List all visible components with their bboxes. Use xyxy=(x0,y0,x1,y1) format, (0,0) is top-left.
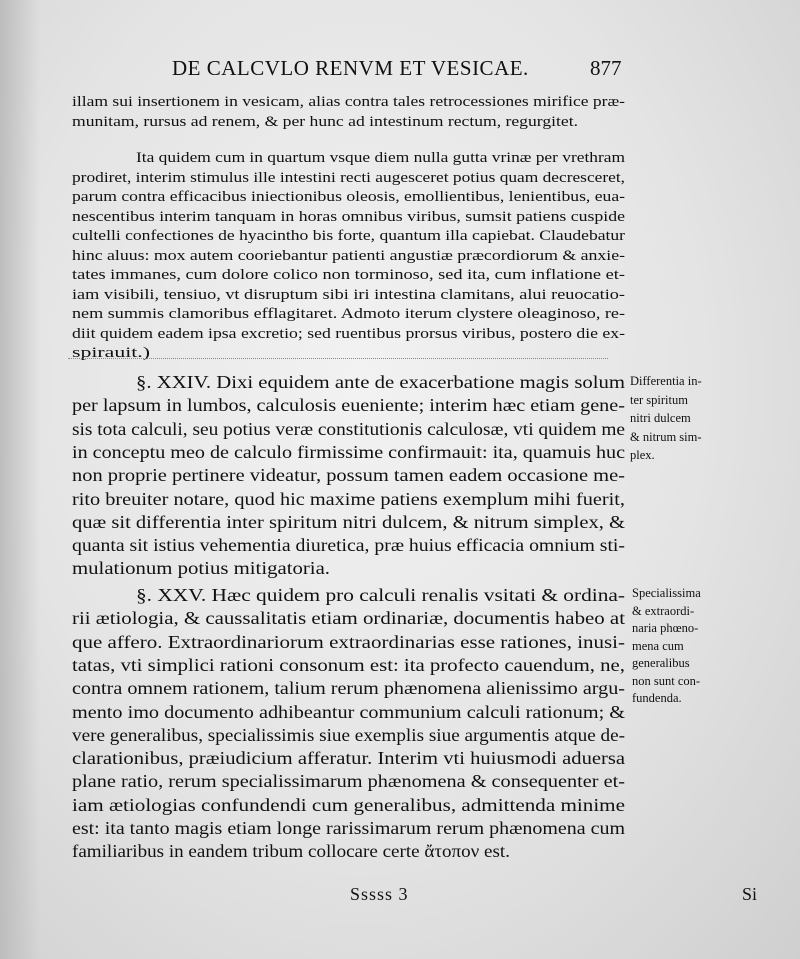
catchword: Si xyxy=(742,884,758,904)
body-text-line: prodiret, interim stimulus ille intestini recti augesceret potius quam decresceret, xyxy=(72,169,626,186)
page-number: 877 xyxy=(590,56,622,80)
section-text-line: §. XXV. Hæc quidem pro calculi renalis vsitati & ordina- xyxy=(136,585,625,605)
marginal-note-line: Differentia in- xyxy=(630,374,702,388)
section-text-line: vere generalibus, specialissimis siue exemplis siue argumentis atque de- xyxy=(72,724,626,745)
marginal-note-line: ter spiritum xyxy=(630,392,688,407)
section-text-line: per lapsum in lumbos, calculosis eueniente; interim hæc etiam gene- xyxy=(72,395,625,416)
section-text-line: que affero. Extraordinariorum extraordinarias esse rationes, inusi- xyxy=(72,631,625,652)
body-text-line: cultelli confectiones de hyacintho bis forte, quantum illa capiebat. Claudebatur xyxy=(72,228,626,244)
marginal-note-line: fundenda. xyxy=(632,691,682,705)
section-text-line: rii ætiologia, & caussalitatis etiam ordinariæ, documentis habeo at xyxy=(72,608,626,629)
body-text-line: nem summis clamoribus efflagitaret. Admoto iterum clystere oleaginoso, re- xyxy=(72,306,626,322)
marginal-note-line: non sunt con- xyxy=(632,673,701,688)
body-text-line: parum contra efficacibus iniectionibus oleosis, emollientibus, lenientibus, eua- xyxy=(72,189,626,205)
section-text-line: quæ sit differentia inter spiritum nitri dulcem, & nitrum simplex, & xyxy=(72,511,625,532)
marginal-note-line: generalibus xyxy=(632,656,690,670)
body-text-line: munitam, rursus ad renem, & per hunc ad intestinum rectum, regurgitet. xyxy=(72,113,578,130)
body-text-line: tates immanes, cum dolore colico non torminoso, sed ita, cum inflatione et- xyxy=(72,267,625,283)
section-text-line: contra omnem rationem, talium rerum phænomena alienissimo argu- xyxy=(72,678,625,699)
body-text-line: illam sui insertionem in vesicam, alias contra tales retrocessiones mirifice præ- xyxy=(72,94,626,110)
body-text-line: Ita quidem cum in quartum vsque diem nulla gutta vrinæ per vrethram xyxy=(136,150,626,166)
body-text-line: iam visibili, tensiuo, vt disruptum sibi iri intestina clamitans, alui reuocatio- xyxy=(72,286,625,303)
marginal-note-line: mena cum xyxy=(632,638,684,653)
marginal-note-line: & nitrum sim- xyxy=(630,429,702,444)
section-text-line: sis tota calculi, seu potius veræ constitutionis calculosæ, vti quidem me xyxy=(72,418,626,439)
section-text-line: quanta sit istius vehementia diuretica, præ huius efficacia omnium sti- xyxy=(72,535,625,556)
running-title: DE CALCVLO RENVM ET VESICAE. xyxy=(172,56,529,80)
page-shadow-edge xyxy=(0,0,40,959)
section-text-line: iam ætiologias confundendi cum generalibus, admittenda minime xyxy=(72,794,625,815)
section-text-line: clarationibus, præiudicium afferatur. Interim vti huiusmodi aduersa xyxy=(72,748,626,769)
body-text-line: spirauit.) xyxy=(72,345,151,361)
section-text-line: familiaribus in eandem tribum collocare certe ἄτοπον est. xyxy=(72,841,510,862)
body-text-line: hinc aluus: mox autem cooriebantur patienti angustiæ præcordiorum & anxie- xyxy=(72,247,626,264)
section-text-line: in conceptu meo de calculo firmissime confirmauit: ita, quamuis huc xyxy=(72,441,626,462)
marginal-note-line: nitri dulcem xyxy=(630,411,691,425)
body-text-line: diit quidem eadem ipsa excretio; sed ruentibus prorsus viribus, postero die ex- xyxy=(72,325,626,342)
section-text-line: tatas, vti simplici rationi consonum est: ita profecto cauendum, ne, xyxy=(72,654,625,675)
body-text-line: nescentibus interim tanquam in horas omnibus viribus, sumsit patiens cuspide xyxy=(72,208,625,225)
marginal-note-line: plex. xyxy=(630,448,655,462)
bleed-through-divider xyxy=(68,358,608,359)
section-text-line: plane ratio, rerum specialissimarum phænomena & consequenter et- xyxy=(72,771,626,792)
marginal-note-line: & extraordi- xyxy=(632,603,695,618)
section-text-line: mulationum potius mitigatoria. xyxy=(72,558,330,579)
section-text-line: non proprie pertinere videatur, possum tamen eadem occasione me- xyxy=(72,465,625,486)
signature-mark: Sssss 3 xyxy=(350,884,409,904)
section-text-line: rito breuiter notare, quod hic maxime patiens exemplum mihi fuerit, xyxy=(72,488,625,509)
marginal-note-line: Specialissima xyxy=(632,586,701,600)
section-text-line: est: ita tanto magis etiam longe rarissimarum rerum phænomena cum xyxy=(72,818,625,838)
section-text-line: §. XXIV. Dixi equidem ante de exacerbatione magis solum xyxy=(136,372,626,392)
section-text-line: mento imo documento adhibeantur communium calculi rationum; & xyxy=(72,701,626,722)
marginal-note-line: naria phœno- xyxy=(632,621,699,635)
